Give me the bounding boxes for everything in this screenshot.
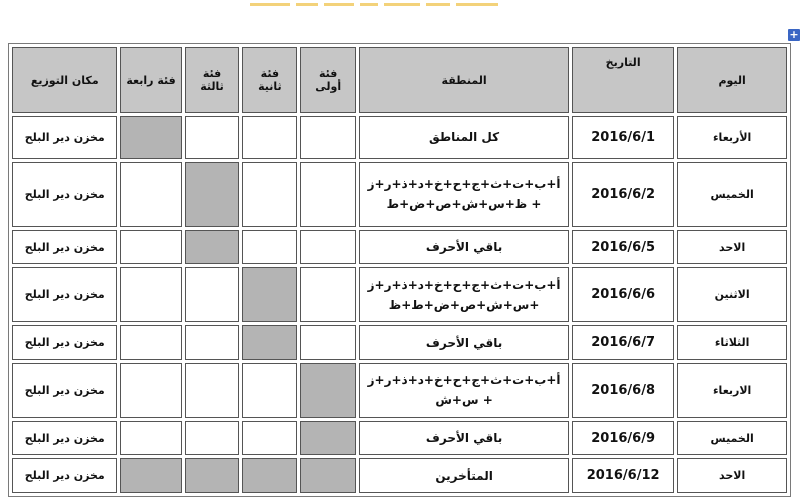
cell-cat2 (242, 421, 297, 456)
cell-region: أ+ب+ت+ث+ج+ح+خ+د+ذ+ر+ز + ظ+س+ش+ص+ض+ط (359, 162, 569, 227)
cell-cat3 (185, 458, 240, 493)
cell-cat4 (120, 363, 181, 418)
table-row (12, 421, 787, 456)
cell-cat4 (120, 325, 181, 360)
table-header-row (12, 47, 787, 113)
cell-date: 2016/6/1 (572, 116, 674, 159)
cell-cat4 (120, 116, 181, 159)
cell-region: باقي الأحرف (359, 421, 569, 456)
cell-cat3 (185, 230, 240, 265)
header-cat3: فئة ثالثة (185, 47, 240, 113)
cell-cat2 (242, 162, 297, 227)
cell-cat2 (242, 230, 297, 265)
cell-date: 2016/6/8 (572, 363, 674, 418)
cell-region: المتأخرين (359, 458, 569, 493)
cell-day: الأربعاء (677, 116, 787, 159)
cell-cat4 (120, 267, 181, 322)
cell-day: الثلاثاء (677, 325, 787, 360)
cell-cat4 (120, 162, 181, 227)
cell-day: الاثنين (677, 267, 787, 322)
cell-region: أ+ب+ت+ث+ج+ح+خ+د+ذ+ر+ز + س+ش (359, 363, 569, 418)
cell-cat1 (300, 162, 356, 227)
cell-region: باقي الأحرف (359, 230, 569, 265)
cell-place: مخزن دير البلح (12, 363, 117, 418)
cell-day: الخميس (677, 421, 787, 456)
table-row (12, 116, 787, 159)
header-place: مكان التوزيع (12, 47, 117, 113)
cell-cat2 (242, 363, 297, 418)
header-region: المنطقة (359, 47, 569, 113)
header-cat1: فئة أولى (300, 47, 356, 113)
cell-cat1 (300, 116, 356, 159)
cell-place: مخزن دير البلح (12, 325, 117, 360)
cell-day: الاحد (677, 458, 787, 493)
cell-cat1 (300, 458, 356, 493)
cell-place: مخزن دير البلح (12, 116, 117, 159)
plus-icon[interactable]: + (789, 28, 799, 41)
table-row (12, 230, 787, 265)
cell-cat3 (185, 162, 240, 227)
cell-cat3 (185, 421, 240, 456)
distribution-schedule-table (8, 43, 791, 497)
cell-cat1 (300, 230, 356, 265)
cell-cat4 (120, 458, 181, 493)
header-cat2: فئة ثانية (242, 47, 297, 113)
cell-cat1 (300, 421, 356, 456)
table-row (12, 363, 787, 418)
table-body (12, 116, 787, 493)
cell-cat3 (185, 363, 240, 418)
cell-place: مخزن دير البلح (12, 458, 117, 493)
cell-day: الاربعاء (677, 363, 787, 418)
cell-date: 2016/6/2 (572, 162, 674, 227)
cell-cat4 (120, 230, 181, 265)
cell-region: كل المناطق (359, 116, 569, 159)
cell-cat1 (300, 363, 356, 418)
cell-date: 2016/6/12 (572, 458, 674, 493)
cell-place: مخزن دير البلح (12, 230, 117, 265)
cell-date: 2016/6/6 (572, 267, 674, 322)
cell-cat2 (242, 116, 297, 159)
cell-cat1 (300, 267, 356, 322)
cell-cat2 (242, 458, 297, 493)
cell-date: 2016/6/9 (572, 421, 674, 456)
cell-cat2 (242, 267, 297, 322)
cell-cat3 (185, 267, 240, 322)
cell-cat1 (300, 325, 356, 360)
cell-place: مخزن دير البلح (12, 267, 117, 322)
table-row (12, 162, 787, 227)
cell-region: باقي الأحرف (359, 325, 569, 360)
cell-place: مخزن دير البلح (12, 162, 117, 227)
cell-day: الخميس (677, 162, 787, 227)
cell-date: 2016/6/5 (572, 230, 674, 265)
table-row (12, 267, 787, 322)
cell-cat3 (185, 325, 240, 360)
cell-place: مخزن دير البلح (12, 421, 117, 456)
cell-cat3 (185, 116, 240, 159)
cell-cat4 (120, 421, 181, 456)
header-cat4: فئة رابعة (120, 47, 181, 113)
header-date: التاريخ (572, 47, 674, 113)
table-row (12, 458, 787, 493)
cell-region: أ+ب+ت+ث+ج+ح+خ+د+ذ+ر+ز +س+ش+ص+ض+ط+ظ (359, 267, 569, 322)
header-day: اليوم (677, 47, 787, 113)
title-strip-fragment (250, 0, 550, 8)
cell-date: 2016/6/7 (572, 325, 674, 360)
cell-day: الاحد (677, 230, 787, 265)
table-row (12, 325, 787, 360)
cell-cat2 (242, 325, 297, 360)
